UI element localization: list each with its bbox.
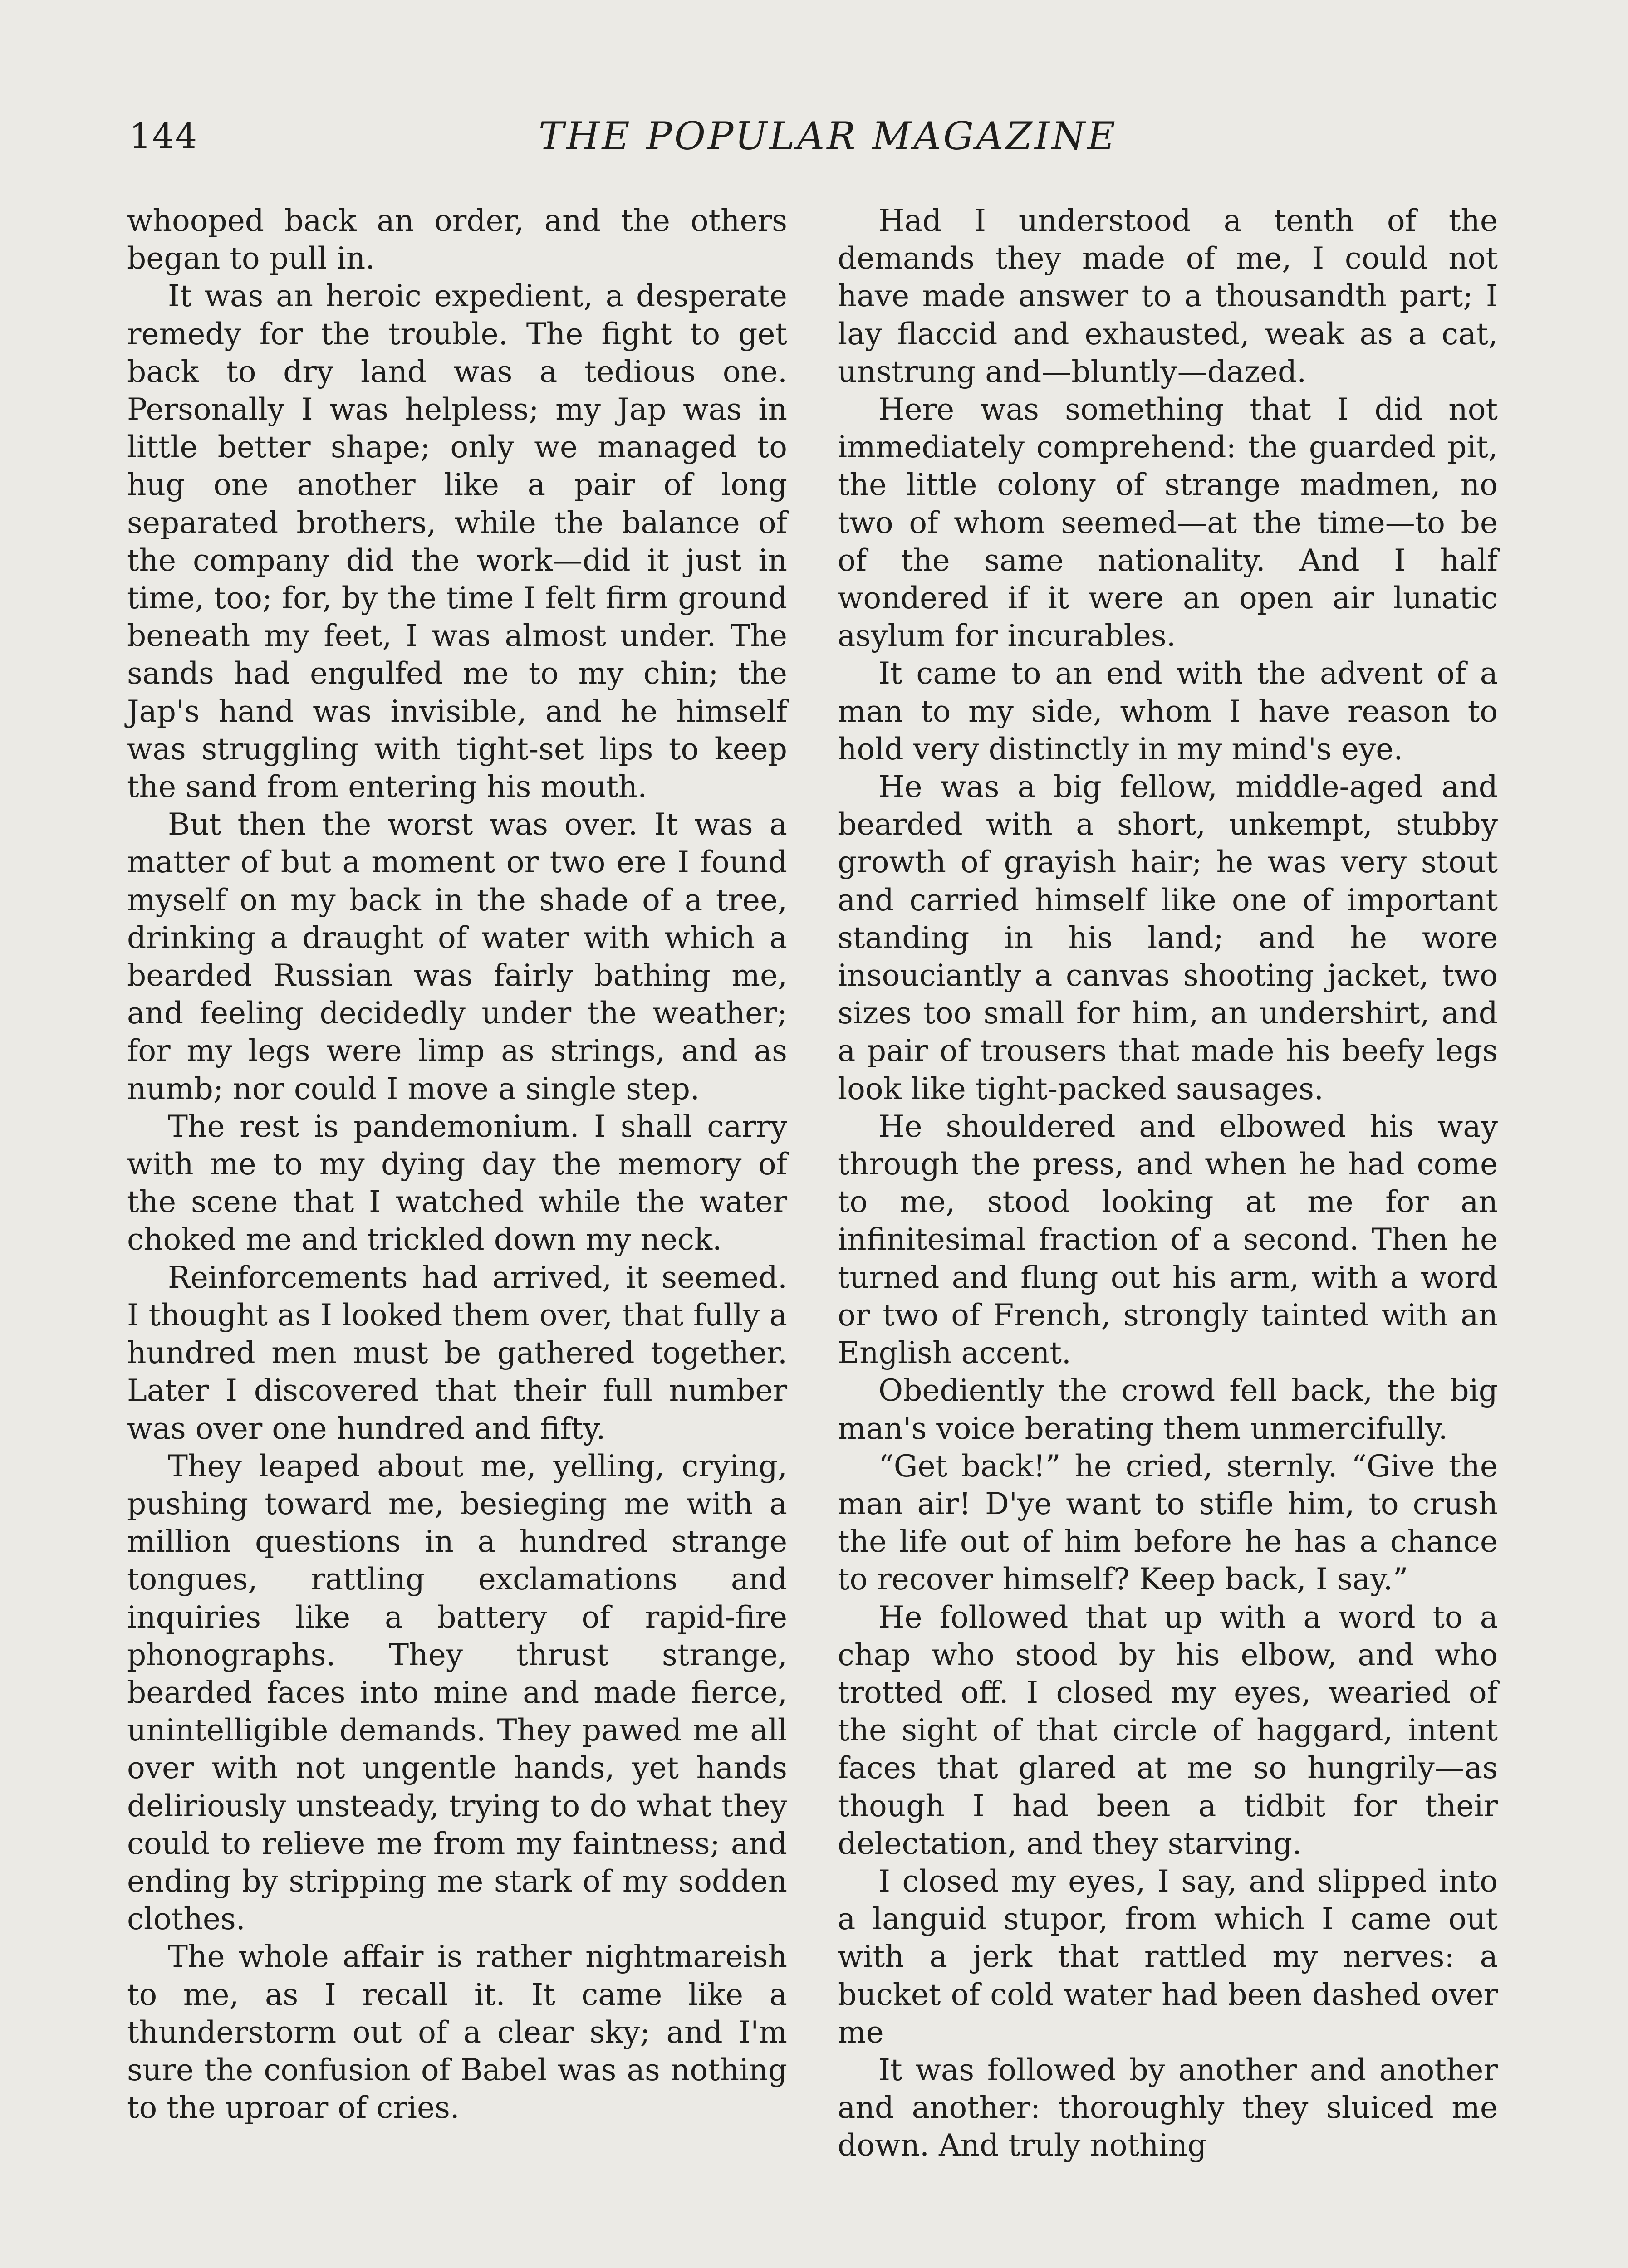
page-number: 144 <box>129 116 198 156</box>
paragraph: whooped back an order, and the others began to pull in. <box>127 203 787 276</box>
paragraph: It was an heroic expedient, a desperate remedy for the trouble. The fight to get back to dry land was a tedious one. Personally I was helpless; my Jap was in little better shape; only we managed to hug one another like a pair of long separated brothers, while the balance of the company did the work—did it just in time, too; for, by the time I felt firm ground beneath my feet, I was almost under. The sands had engulfed me to my chin; the Jap's hand was invisible, and he himself was struggling with tight-set lips to keep the sand from entering his mouth. <box>127 279 787 805</box>
paragraph: Obediently the crowd fell back, the big man's voice berating them unmercifully. <box>838 1373 1498 1446</box>
paragraph: They leaped about me, yelling, crying, pushing toward me, besieging me with a million questions in a hundred strange tongues, rattling exclamations and inquiries like a battery of rapid-fire phonographs. They thrust strange, bearded faces into mine and made fierce, unintelligible demands. They pawed me all over with not ungentle hands, yet hands deliriously unsteady, trying to do what they could to relieve me from my faintness; and ending by stripping me stark of my sodden clothes. <box>127 1448 787 1937</box>
running-title: THE POPULAR MAGAZINE <box>539 114 1118 158</box>
paragraph: The whole affair is rather nightmareish to me, as I recall it. It came like a thunderstorm out of a clear sky; and I'm sure the confusion of Babel was as nothing to the uproar of cries. <box>127 1939 787 2126</box>
paragraph: But then the worst was over. It was a matter of but a moment or two ere I found myself on my back in the shade of a tree, drinking a draught of water with which a bearded Russian was fairly bathing me, and feeling decidedly under the weather; for my legs were limp as strings, and as numb; nor could I move a single step. <box>127 807 787 1106</box>
right-column <box>838 202 1498 2165</box>
paragraph: “Get back!” he cried, sternly. “Give the man air! D'ye want to stifle him, to crush the life out of him before he has a chance to recover himself? Keep back, I say.” <box>838 1448 1498 1597</box>
paragraph: I closed my eyes, I say, and slipped into a languid stupor, from which I came out with a jerk that rattled my nerves: a bucket of cold water had been dashed over me <box>838 1863 1498 2050</box>
paragraph: Here was something that I did not immediately comprehend: the guarded pit, the little colony of strange madmen, no two of whom seemed—at the time—to be of the same nationality. And I half wondered if it were an open air lunatic asylum for incurables. <box>838 392 1498 654</box>
left-column <box>127 202 787 2126</box>
paragraph: He shouldered and elbowed his way through the press, and when he had come to me, stood looking at me for an infinitesimal fraction of a second. Then he turned and flung out his arm, with a word or two of French, strongly tainted with an English accent. <box>838 1109 1498 1371</box>
paragraph: He was a big fellow, middle-aged and bearded with a short, unkempt, stubby growth of grayish hair; he was very stout and carried himself like one of important standing in his land; and he wore insouciantly a canvas shooting jacket, two sizes too small for him, an undershirt, and a pair of trousers that made his beefy legs look like tight-packed sausages. <box>838 769 1498 1106</box>
paragraph: It was followed by another and another and another: thoroughly they sluiced me down. And truly nothing <box>838 2052 1498 2163</box>
paragraph: Reinforcements had arrived, it seemed. I thought as I looked them over, that fully a hundred men must be gathered together. Later I discovered that their full number was over one hundred and fifty. <box>127 1260 787 1446</box>
paragraph: He followed that up with a word to a chap who stood by his elbow, and who trotted off. I closed my eyes, wearied of the sight of that circle of haggard, intent faces that glared at me so hungrily—as though I had been a tidbit for their delectation, and they starving. <box>838 1599 1498 1861</box>
paragraph: Had I understood a tenth of the demands they made of me, I could not have made answer to a thousandth part; I lay flaccid and exhausted, weak as a cat, unstrung and—bluntly—dazed. <box>838 203 1498 389</box>
paragraph: It came to an end with the advent of a man to my side, whom I have reason to hold very distinctly in my mind's eye. <box>838 656 1498 767</box>
paragraph: The rest is pandemonium. I shall carry with me to my dying day the memory of the scene that I watched while the water choked me and trickled down my neck. <box>127 1109 787 1257</box>
